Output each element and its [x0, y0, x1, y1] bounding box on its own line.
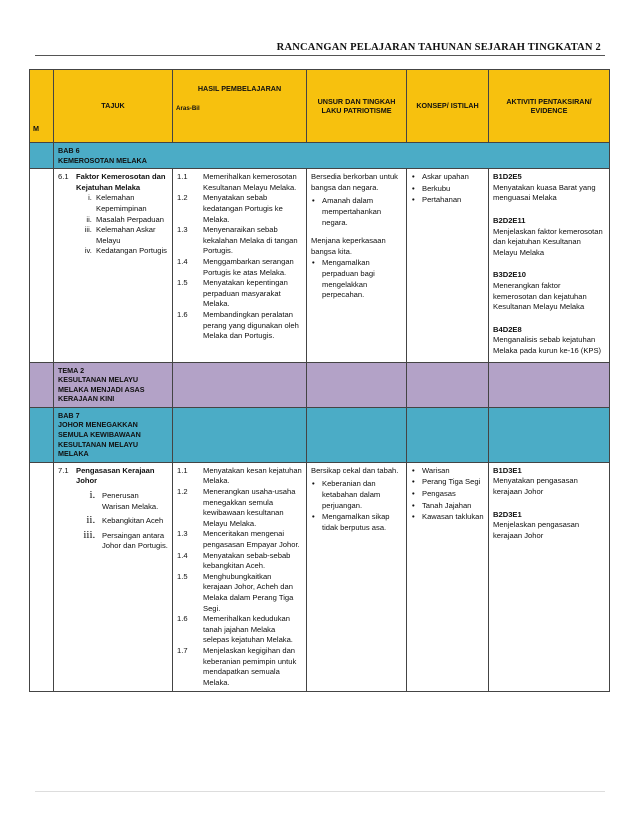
item-text: Menceritakan mengenai pengasasan Empayar Johor.: [203, 529, 300, 549]
item-number: 1.4: [177, 256, 188, 266]
tema2-title: [54, 362, 173, 407]
evidence-item: [493, 270, 605, 312]
row-7-1-tajuk: [54, 462, 173, 691]
list-item: [177, 487, 302, 529]
item-text: Memerihalkan kemerosotan Kesultanan Melayu Melaka.: [203, 172, 297, 192]
list-item: [177, 257, 302, 278]
item-text: Membandingkan peralatan perang yang digunakan oleh Melaka dan Portugis.: [203, 309, 299, 341]
row-6-1-evidence: [489, 169, 610, 362]
evidence-text: Menganalisis sebab kejatuhan Melaka pada kurun ke-16 (KPS): [493, 335, 602, 355]
tema2-cell: [489, 362, 610, 407]
evidence-code: B2D2E11: [493, 215, 526, 225]
item-number: 1.7: [177, 645, 188, 655]
bab6-label: BAB 6: [58, 146, 80, 155]
tema2-label: TEMA 2: [58, 365, 85, 375]
list-item: • Askar upahan: [422, 172, 484, 183]
row-7-1-subtopics: [70, 490, 168, 552]
bab6-m-cell: [30, 143, 54, 169]
item-number: 1.1: [177, 172, 188, 182]
bab6-title: [54, 143, 610, 169]
unsur-paragraph: Bersikap cekal dan tabah.: [311, 465, 399, 475]
list-item: • Warisan: [422, 466, 484, 477]
row-7-1-number: 7.1: [58, 465, 69, 475]
header-unsur: UNSUR DAN TINGKAH LAKU PATRIOTISME: [307, 70, 407, 143]
list-item: • Pertahanan: [422, 195, 484, 206]
item-number: 1.5: [177, 571, 188, 581]
item-number: 1.4: [177, 550, 188, 560]
row-6-1-hasil: [173, 169, 307, 362]
evidence-text: Menerangkan faktor kemerosotan dan kejatuhan Kesultanan Melayu Melaka: [493, 280, 587, 312]
title-divider: [35, 55, 605, 56]
item-number: 1.5: [177, 278, 188, 288]
list-item: iv. Kedatangan Portugis: [94, 246, 168, 257]
row-6-1-subtopics: [76, 193, 168, 257]
list-item: i. Penerusan Warisan Melaka.: [98, 490, 168, 512]
header-hasil-sub: Aras-Bil: [176, 104, 200, 112]
list-item: • Mengamalkan sikap tidak berputus asa.: [322, 512, 402, 533]
row-7-1-title: Pengasasan Kerajaan Johor: [76, 465, 155, 486]
list-item: [177, 529, 302, 550]
list-item: [177, 572, 302, 614]
unsur-bullets: [311, 258, 402, 300]
row-7-1-konsep: [407, 462, 489, 691]
evidence-code: B1D3E1: [493, 465, 522, 475]
evidence-code: B3D2E10: [493, 270, 526, 280]
evidence-item: [493, 325, 605, 357]
page-title: RANCANGAN PELAJARAN TAHUNAN SEJARAH TINGKATAN 2: [276, 42, 601, 53]
unsur-bullets: [311, 479, 402, 533]
list-item: [177, 193, 302, 225]
item-number: 1.3: [177, 225, 188, 235]
row-7-1-m: [30, 462, 54, 691]
evidence-text: Menjelaskan faktor kemerosotan dan kejatuhan Kesultanan Melayu Melaka: [493, 226, 603, 257]
item-text: Menyatakan sebab kedatangan Portugis ke Melaka.: [203, 193, 283, 224]
footer-divider: [35, 791, 605, 792]
list-item: • Mengamalkan perpaduan bagi mengelakkan perpecahan.: [322, 258, 402, 300]
header-konsep: KONSEP/ ISTILAH: [407, 70, 489, 143]
item-text: Menghubungkaitkan kerajaan Johor, Acheh dan Melaka dalam Perang Tiga Segi.: [203, 571, 294, 613]
item-text: Menyatakan sebab-sebab kebangkitan Aceh.: [203, 550, 291, 571]
evidence-text: Menyatakan kuasa Barat yang menguasai Melaka: [493, 182, 596, 203]
bab7-m-cell: [30, 407, 54, 462]
header-m: M: [30, 70, 54, 143]
list-item: [177, 310, 302, 342]
row-6-1-number: 6.1: [58, 172, 69, 182]
evidence-text: Menyatakan pengasasan kerajaan Johor: [493, 476, 578, 497]
list-item: [177, 551, 302, 572]
bab6-row: [30, 143, 610, 169]
row-7-1-heading: [58, 466, 168, 487]
evidence-item: [493, 216, 605, 258]
bab7-cell: [307, 407, 407, 462]
item-text: Menjelaskan kegigihan dan keberanian pemimpin untuk mendapatkan semuala Melaka.: [203, 645, 297, 687]
bab7-label: BAB 7: [58, 410, 80, 420]
row-7-1: [30, 462, 610, 691]
list-item: iii. Persaingan antara Johor dan Portugis.: [98, 530, 168, 552]
list-item: ii. Masalah Perpaduan: [94, 215, 168, 226]
row-6-1-unsur: [307, 169, 407, 362]
evidence-code: B2D3E1: [493, 509, 522, 519]
row-7-1-unsur: [307, 462, 407, 691]
item-text: Memerihalkan kedudukan tanah jajahan Melaka selepas kejatuhan Melaka.: [203, 614, 293, 645]
tema2-row: [30, 362, 610, 407]
konsep-list: [411, 172, 484, 206]
header-hasil: [173, 70, 307, 143]
item-number: 1.2: [177, 487, 188, 497]
unsur-bullets: [311, 196, 402, 228]
evidence-text: Menjelaskan pengasasan kerajaan Johor: [493, 520, 580, 540]
list-item: i. Kelemahan Kepemimpinan: [94, 193, 168, 214]
row-7-1-evidence: [489, 462, 610, 691]
item-number: 1.6: [177, 614, 188, 624]
list-item: ii. Kebangkitan Aceh: [98, 515, 168, 527]
bab7-cell: [407, 407, 489, 462]
row-6-1: [30, 169, 610, 362]
bab7-title: [54, 407, 173, 462]
row-6-1-tajuk: [54, 169, 173, 362]
evidence-code: B1D2E5: [493, 172, 522, 182]
list-item: • Kawasan taklukan: [422, 512, 484, 523]
list-item: • Tanah Jajahan: [422, 501, 484, 512]
evidence-item: [493, 172, 605, 204]
evidence-item: [493, 510, 605, 542]
tema2-cell: [173, 362, 307, 407]
konsep-list: [411, 466, 484, 523]
item-number: 1.1: [177, 465, 188, 475]
header-aktiviti: AKTIVITI PENTAKSIRAN/ EVIDENCE: [489, 70, 610, 143]
item-text: Menyatakan kepentingan perpaduan masyarakat Melaka.: [203, 278, 288, 309]
item-text: Menyenaraikan sebab kekalahan Melaka di tangan Portugis.: [203, 225, 298, 256]
row-6-1-konsep: [407, 169, 489, 362]
list-item: [177, 278, 302, 310]
unsur-paragraph: Menjana keperkasaan bangsa kita.: [311, 236, 386, 256]
bab6-name: KEMEROSOTAN MELAKA: [58, 155, 147, 165]
list-item: iii. Kelemahan Askar Melayu: [94, 225, 168, 246]
bab7-name: JOHOR MENEGAKKAN SEMULA KEWIBAWAAN KESULTANAN MELAYU MELAKA: [58, 420, 141, 459]
bab7-cell: [173, 407, 307, 462]
list-item: • Amanah dalam mempertahankan negara.: [322, 196, 402, 228]
item-text: Menyatakan kesan kejatuhan Melaka.: [203, 465, 302, 486]
item-text: Menerangkan usaha-usaha menegakkan semula kewibawaan kesultanan Melayu Melaka.: [203, 487, 296, 528]
row-6-1-m: [30, 169, 54, 362]
list-item: • Berkubu: [422, 184, 484, 195]
item-number: 1.2: [177, 193, 188, 203]
list-item: [177, 614, 302, 646]
unsur-paragraph: Bersedia berkorban untuk bangsa dan negara.: [311, 172, 398, 192]
list-item: • Keberanian dan ketabahan dalam perjuangan.: [322, 479, 402, 511]
header-hasil-label: HASIL PEMBELAJARAN: [197, 84, 282, 93]
row-6-1-title: Faktor Kemerosotan dan Kejatuhan Melaka: [76, 172, 166, 192]
lesson-plan-table: [29, 69, 610, 692]
list-item: [177, 172, 302, 193]
bab7-row: [30, 407, 610, 462]
header-tajuk: TAJUK: [54, 70, 173, 143]
list-item: [177, 646, 302, 688]
tema2-m-cell: [30, 362, 54, 407]
list-item: [177, 466, 302, 487]
row-6-1-heading: [58, 172, 168, 193]
table-header-row: [30, 70, 610, 143]
item-number: 1.6: [177, 309, 188, 319]
list-item: • Pengasas: [422, 489, 484, 500]
list-item: [177, 225, 302, 257]
list-item: • Perang Tiga Segi: [422, 477, 484, 488]
row-7-1-hasil: [173, 462, 307, 691]
item-number: 1.3: [177, 529, 188, 539]
evidence-code: B4D2E8: [493, 324, 522, 334]
evidence-item: [493, 466, 605, 498]
tema2-cell: [407, 362, 489, 407]
tema2-cell: [307, 362, 407, 407]
item-text: Menggambarkan serangan Portugis ke atas Melaka.: [203, 256, 294, 277]
bab7-cell: [489, 407, 610, 462]
tema2-name: KESULTANAN MELAYU MELAKA MENJADI ASAS KERAJAAN KINI: [58, 375, 145, 404]
